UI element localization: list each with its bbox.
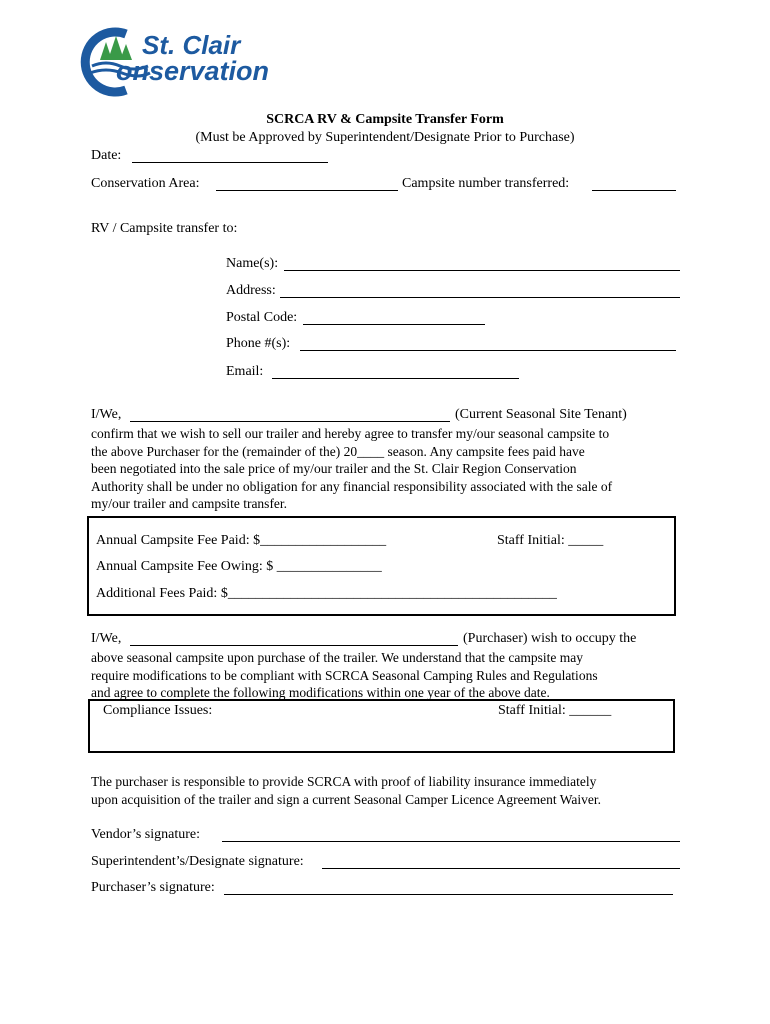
date-field[interactable] [132,162,328,163]
phone-label: Phone #(s): [226,336,291,351]
purchaser-paragraph [91,649,681,702]
insurance-line: The purchaser is responsible to provide SCRCA with proof of liability insurance immediately [91,774,597,789]
vendor-signature-field[interactable] [222,841,680,842]
insurance-line: upon acquisition of the trailer and sign a current Seasonal Camper Licence Agreement Waiver. [91,791,601,807]
address-field[interactable] [280,297,680,298]
purchaser-line: require modifications to be compliant with SCRCA Seasonal Camping Rules and Regulations [91,667,598,683]
tenant-line: Authority shall be under no obligation for any financial responsibility associated with the sale of [91,478,613,494]
tenant-name-field[interactable] [130,421,450,422]
vendor-signature-label: Vendor’s signature: [91,827,200,842]
postal-code-field[interactable] [303,324,485,325]
logo-text-line2: onservation [116,56,270,86]
compliance-staff-initial-field[interactable]: Staff Initial: ______ [498,703,612,718]
email-label: Email: [226,364,264,379]
postal-code-label: Postal Code: [226,310,298,325]
names-label: Name(s): [226,256,279,271]
campsite-number-label: Campsite number transferred: [402,176,570,191]
tenant-line: the above Purchaser for the (remainder of the) 20____ season. Any campsite fees paid have [91,443,585,459]
compliance-issues-label: Compliance Issues: [103,703,213,718]
tenant-line: been negotiated into the sale price of my/our trailer and the St. Clair Region Conservation [91,461,577,477]
superintendent-signature-field[interactable] [322,868,680,869]
date-label: Date: [91,148,122,163]
st-clair-conservation-logo [76,26,296,98]
tenant-line: confirm that we wish to sell our trailer and hereby agree to transfer my/our seasonal campsite to [91,426,610,441]
phone-field[interactable] [300,350,676,351]
purchaser-name-field[interactable] [130,645,458,646]
insurance-paragraph [91,773,681,808]
logo-text-line1: St. Clair [142,30,241,60]
purchaser-signature-label: Purchaser’s signature: [91,880,215,895]
form-title: SCRCA RV & Campsite Transfer Form [266,112,504,127]
tenant-line: my/our trailer and campsite transfer. [91,496,288,512]
tenant-iwe-label: I/We, [91,407,122,422]
tenant-suffix: (Current Seasonal Site Tenant) [455,407,627,422]
annual-fee-paid-field[interactable]: Annual Campsite Fee Paid: $__________________ [96,533,387,548]
additional-fees-field[interactable]: Additional Fees Paid: $_______________________________________________ [96,586,557,601]
superintendent-signature-label: Superintendent’s/Designate signature: [91,854,304,869]
campsite-number-field[interactable] [592,190,676,191]
annual-fee-owing-field[interactable]: Annual Campsite Fee Owing: $ _______________ [96,559,382,574]
transfer-to-label: RV / Campsite transfer to: [91,221,238,236]
form-subtitle: (Must be Approved by Superintendent/Designate Prior to Purchase) [195,130,575,145]
purchaser-iwe-label: I/We, [91,631,122,646]
purchaser-line: and agree to complete the following modifications within one year of the above date. [91,685,550,701]
conservation-area-label: Conservation Area: [91,176,200,191]
purchaser-suffix: (Purchaser) wish to occupy the [463,631,637,646]
email-field[interactable] [272,378,519,379]
fees-staff-initial-field[interactable]: Staff Initial: _____ [497,533,604,548]
address-label: Address: [226,283,276,298]
tenant-paragraph [91,425,681,513]
purchaser-signature-field[interactable] [224,894,673,895]
names-field[interactable] [284,270,680,271]
purchaser-line: above seasonal campsite upon purchase of the trailer. We understand that the campsite may [91,650,583,665]
conservation-area-field[interactable] [216,190,398,191]
